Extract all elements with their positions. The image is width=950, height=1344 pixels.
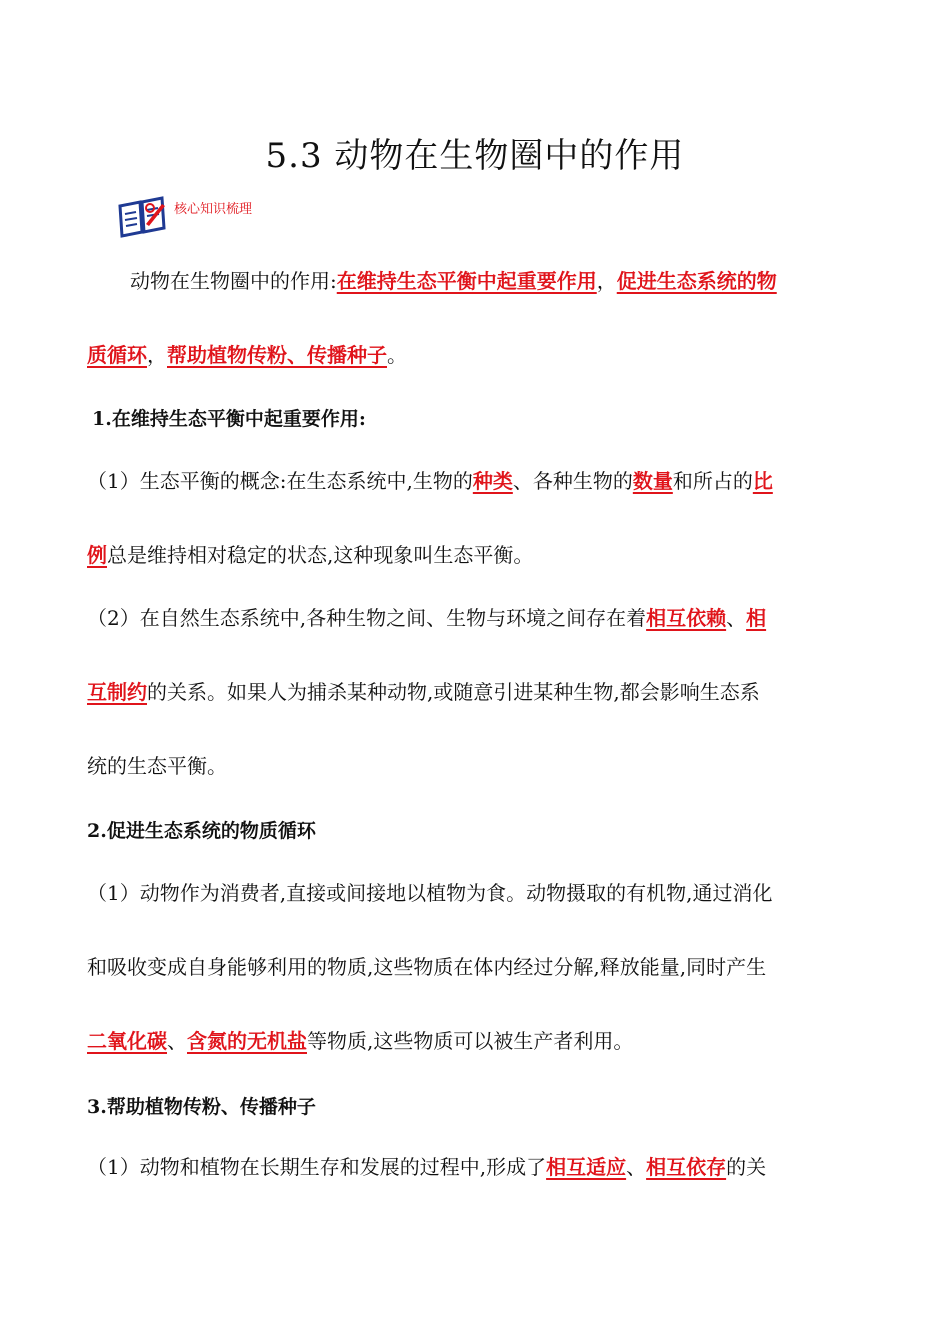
keyword: 比 — [752, 469, 773, 493]
keyword: 二氧化碳 — [87, 1029, 167, 1053]
keyword: 相 — [746, 606, 767, 630]
s1-p2-line-1: （2）在自然生态系统中,各种生物之间、生物与环境之间存在着相互依赖、相 — [87, 606, 767, 630]
keyword: 种类 — [472, 469, 513, 493]
keyword: 数量 — [632, 469, 673, 493]
keyword: 相互依赖 — [646, 606, 727, 630]
keyword: 质循环 — [87, 343, 147, 367]
s1-p1-line-2: 例总是维持相对稳定的状态,这种现象叫生态平衡。 — [87, 543, 534, 567]
keyword: 含氮的无机盐 — [187, 1029, 307, 1053]
intro-line-2: 质循环，帮助植物传粉、传播种子。 — [87, 343, 407, 367]
section-heading-3: 3.帮助植物传粉、传播种子 — [87, 1096, 316, 1118]
keyword: 相互依存 — [646, 1155, 727, 1179]
badge-label: 核心知识梳理 — [174, 202, 253, 217]
section-badge — [116, 190, 336, 246]
notebook-icon — [116, 194, 168, 238]
s2-p1-line-1: （1）动物作为消费者,直接或间接地以植物为食。动物摄取的有机物,通过消化 — [87, 881, 773, 905]
s1-p1-line-1: （1）生态平衡的概念:在生态系统中,生物的种类、各种生物的数量和所占的比 — [87, 469, 773, 493]
s3-p1-line-1: （1）动物和植物在长期生存和发展的过程中,形成了相互适应、相互依存的关 — [87, 1155, 767, 1179]
page-title: 5.3 动物在生物圈中的作用 — [265, 136, 685, 176]
s2-p1-line-3: 二氧化碳、含氮的无机盐等物质,这些物质可以被生产者利用。 — [87, 1029, 634, 1053]
keyword: 例 — [87, 543, 107, 567]
section-heading-2: 2.促进生态系统的物质循环 — [87, 820, 316, 842]
s2-p1-line-2: 和吸收变成自身能够利用的物质,这些物质在体内经过分解,释放能量,同时产生 — [87, 955, 767, 979]
keyword: 帮助植物传粉、传播种子 — [167, 343, 387, 367]
intro-line-1: 动物在生物圈中的作用:在维持生态平衡中起重要作用，促进生态系统的物 — [130, 269, 777, 293]
keyword: 在维持生态平衡中起重要作用 — [336, 269, 597, 293]
keyword: 互制约 — [87, 680, 147, 704]
section-heading-1: 1.在维持生态平衡中起重要作用: — [92, 408, 366, 430]
keyword: 相互适应 — [546, 1155, 627, 1179]
s1-p2-line-3: 统的生态平衡。 — [87, 754, 227, 778]
keyword: 促进生态系统的物 — [616, 269, 777, 293]
s1-p2-line-2: 互制约的关系。如果人为捕杀某种动物,或随意引进某种生物,都会影响生态系 — [87, 680, 760, 704]
